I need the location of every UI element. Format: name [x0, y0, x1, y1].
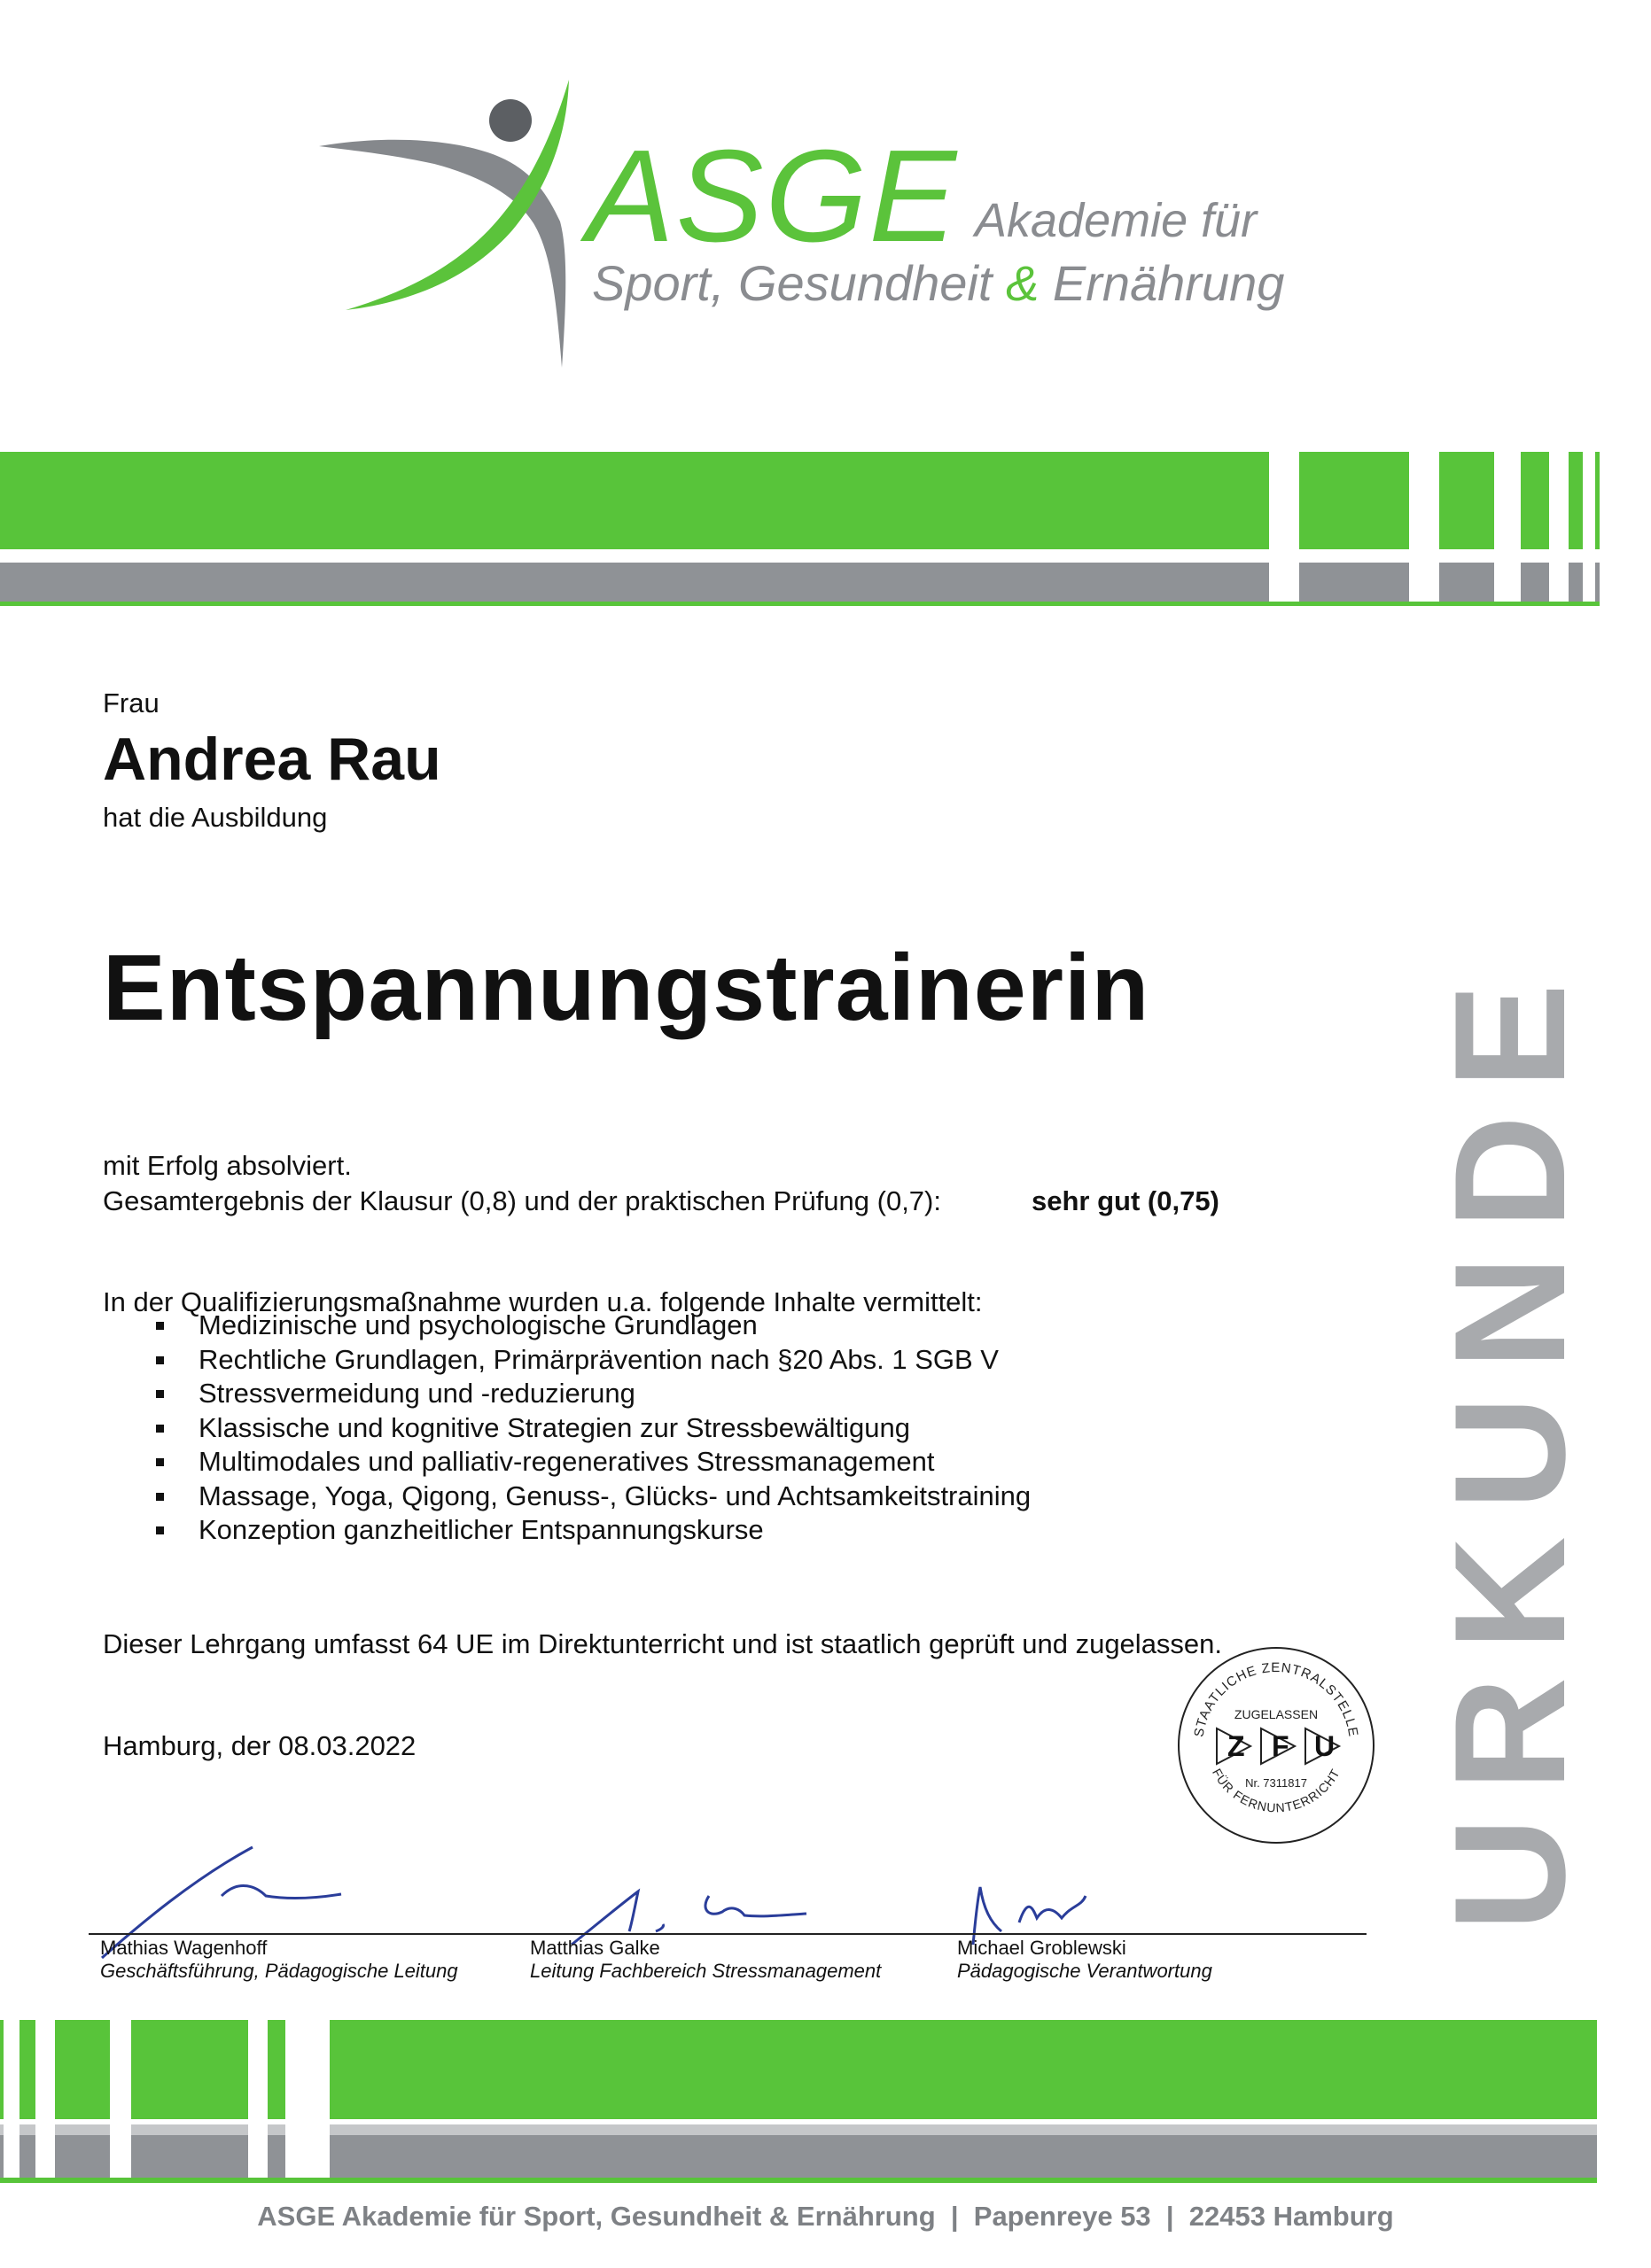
signatory-role: Pädagogische Verantwortung — [957, 1960, 1212, 1983]
list-item: Klassische und kognitive Strategien zur Stressbewältigung — [151, 1411, 1031, 1446]
footer-address: ASGE Akademie für Sport, Gesundheit & Ernährung | Papenreye 53 | 22453 Hamburg — [257, 2201, 1394, 2232]
contents-intro: In der Qualifizierungsmaßnahme wurden u.a. folgende Inhalte vermittelt: — [103, 1286, 983, 1317]
signatory-role: Geschäftsführung, Pädagogische Leitung — [100, 1960, 458, 1983]
signatory-3 — [957, 1937, 1212, 1984]
bottom-stripes — [0, 2020, 1651, 2188]
intro-text: hat die Ausbildung — [103, 802, 328, 833]
contents-list — [151, 1309, 1031, 1548]
list-item: Rechtliche Grundlagen, Primärprävention nach §20 Abs. 1 SGB V — [151, 1343, 1031, 1378]
svg-text:ZUGELASSEN: ZUGELASSEN — [1234, 1707, 1319, 1721]
svg-text:U: U — [1314, 1730, 1336, 1762]
signatory-2 — [530, 1937, 881, 1984]
logo-tagline-2: Sport, Gesundheit & Ernährung — [592, 255, 1285, 311]
signatory-name: Mathias Wagenhoff — [100, 1937, 268, 1959]
result-line-2: Gesamtergebnis der Klausur (0,8) und der praktischen Prüfung (0,7): — [103, 1185, 941, 1216]
qualification-title: Entspannungstrainerin — [103, 936, 1150, 1040]
top-stripes — [0, 452, 1651, 611]
logo-brand: ASGE — [587, 123, 959, 269]
svg-text:F: F — [1272, 1730, 1289, 1762]
list-item: Multimodales und palliativ-regeneratives Stressmanagement — [151, 1445, 1031, 1480]
signatory-1 — [100, 1937, 458, 1984]
scope-text: Dieser Lehrgang umfasst 64 UE im Direktunterricht und ist staatlich geprüft und zugelassen. — [103, 1628, 1223, 1659]
logo-tagline-1: Akademie für — [975, 194, 1258, 247]
signatory-name: Matthias Galke — [530, 1937, 660, 1959]
list-item: Massage, Yoga, Qigong, Genuss-, Glücks- und Achtsamkeitstraining — [151, 1480, 1031, 1514]
place-date: Hamburg, der 08.03.2022 — [103, 1730, 417, 1761]
list-item: Konzeption ganzheitlicher Entspannungskurse — [151, 1513, 1031, 1548]
signatory-role: Leitung Fachbereich Stressmanagement — [530, 1960, 882, 1983]
signatory-name: Michael Groblewski — [957, 1937, 1126, 1959]
svg-text:FÜR FERNUNTERRICHT: FÜR FERNUNTERRICHT — [1210, 1766, 1343, 1815]
svg-text:STAATLICHE ZENTRALSTELLE: STAATLICHE ZENTRALSTELLE — [1191, 1660, 1361, 1738]
svg-text:Nr. 7311817: Nr. 7311817 — [1245, 1776, 1307, 1790]
zfu-seal — [1176, 1645, 1376, 1845]
list-item: Medizinische und psychologische Grundlagen — [151, 1309, 1031, 1343]
svg-text:Z: Z — [1227, 1730, 1245, 1762]
certificate-page: ASGE Akademie für Sport, Gesundheit & Ernährung URKUNDE Frau Andrea Rau hat die Ausbildung Entspannungstrainerin mit Erfolg absolviert. Gesamtergebnis der Klausur (0,8) und der praktischen Prüfung (0,7): sehr gut (0,75) In der Qualifizierungsmaßnahme wurden u.a. folgende Inhalte vermittelt: Medizinische und psychologische Grundlagen Rechtliche Grundlagen, Primärprävention nach §20 Abs. 1 SGB V Stressvermeidung und -reduzierung Klassische und kognitive Strategien zur Stressbewältigung Multimodales und palliativ-regeneratives Stressmanagement Massage, Yoga, Qigong, Genuss-, Glücks- und Achtsamkeitstraining Konzeption ganzheitlicher Entspannungskurse Dieser Lehrgang umfasst 64 UE im Direktunterricht und ist staatlich geprüft und zugelassen. Hamburg, der 08.03.2022 STAATLICHE ZENTRALSTELLE FÜR FERNUNTERRICHT ZUGELASSEN Z F U Nr. 7311817 Mathias Wagenhoff Geschäftsführung, Pädagogische Leitung Matthias Galke Leitung Fachbereich Stressmanagement Michael Groblewski Pädagogische Verantwortung ASGE Akademie für Sport, Gesundheit & Ernährung | Papenreye 53 | 22453 Hamburg — [0, 0, 1651, 2268]
recipient-name: Andrea Rau — [103, 726, 441, 793]
salutation: Frau — [103, 687, 160, 718]
result-line-1: mit Erfolg absolviert. — [103, 1150, 352, 1181]
signature-line — [89, 1933, 1367, 1935]
list-item: Stressvermeidung und -reduzierung — [151, 1377, 1031, 1411]
athlete-logo-icon — [301, 71, 603, 372]
grade: sehr gut (0,75) — [1032, 1185, 1219, 1216]
